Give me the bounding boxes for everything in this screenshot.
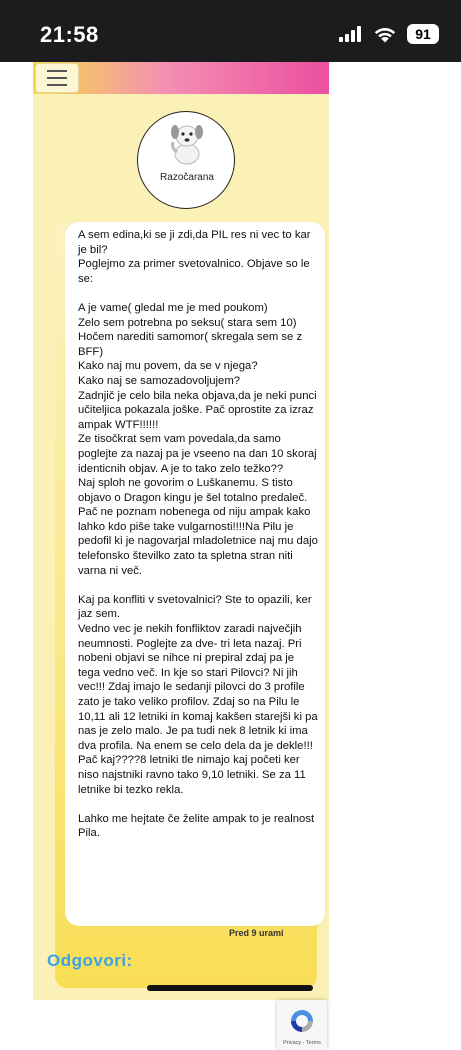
recaptcha-badge[interactable] [277,1000,327,1050]
status-bar [0,0,461,62]
post-timestamp: Pred 9 urami [229,928,284,938]
status-time: 21:58 [40,22,99,47]
post-body: A sem edina,ki se ji zdi,da PIL res ni vec to kar je bil? Poglejmo za primer svetovalnico. Objave so le se: A je vame( gledal me je med poukom) Zelo sem potrebna po seksu( stara sem 10) Hočem narediti samomor( skregala sem se z BFF) Kako naj mu povem, da se v njega? Kako naj se samozadovoljujem? Zadnjič je celo bila neka objava,da je neki punci učiteljica pokazala joške. Pač oprostite za izraz ampak WTF!!!!!! Ze tisočkrat sem vam povedala,da samo poglejte za nazaj pa je vseeno na dan 10 skoraj identicnih objav. A je to tako zelo težko?? Naj sploh ne govorim o Luškanemu. S tisto objavo o Dragon kingu je šel totalno predaleč. Pač ne poznam nobenega od niju ampak kako lahko kdo piše take vulgarnosti!!!!Na Pilu je pedofil ki je nagovarjal mladoletnice naj mu dajo telefonsko številko zato ta spletna stran niti varna ni več. Kaj pa konfliti v svetovalnici? Ste to opazili, ker jaz sem. Vedno vec je nekih fonfliktov zaradi največjih neumnosti. Poglejte za dve- tri leta nazaj. Pri nobeni objavi se nihce ni prepiral zdaj pa je tega vedno več. In kje so stari Pilovci? Ni jih vec!!! Zdaj imajo le sedanji pilovci do 3 profile zato je tako veliko profilov. Zdaj so na Pilu le 10,11 ali 12 letniki in komaj kakšen starejši ki pa nas je zelo malo. Je pa tudi nek 8 letnik ki ima dva profila. Na enem se celo dela da je dekle!!! Pač kaj????8 letniki tle nimajo kaj početi ker niso najstniki ravno tako 9,10 letniki. Se za 11 letnike bi tezko rekla. Lahko me hejtate če želite ampak to je realnost Pila. [78,229,318,840]
hamburger-menu-icon-line [47,77,67,79]
page [0,62,461,1046]
hamburger-menu-button[interactable] [35,63,79,93]
recaptcha-icon [289,1008,315,1034]
post-area [55,222,317,988]
home-indicator[interactable] [147,985,313,991]
cartoon-dog-avatar-icon [165,120,209,166]
author-name: Razočarana [160,172,214,183]
recaptcha-links[interactable]: Privacy - Terms [283,1040,321,1046]
replies-heading: Odgovori: [47,951,133,970]
hamburger-menu-icon-line [47,84,67,86]
status-icons [339,24,439,44]
wifi-icon [373,26,397,43]
battery-icon [407,24,439,44]
author-avatar[interactable] [137,111,235,209]
signal-icon [339,26,363,42]
battery-level: 91 [415,26,431,42]
site-container [33,62,329,1000]
top-banner [33,62,329,94]
hamburger-menu-icon [47,70,67,72]
post-card [65,222,325,926]
